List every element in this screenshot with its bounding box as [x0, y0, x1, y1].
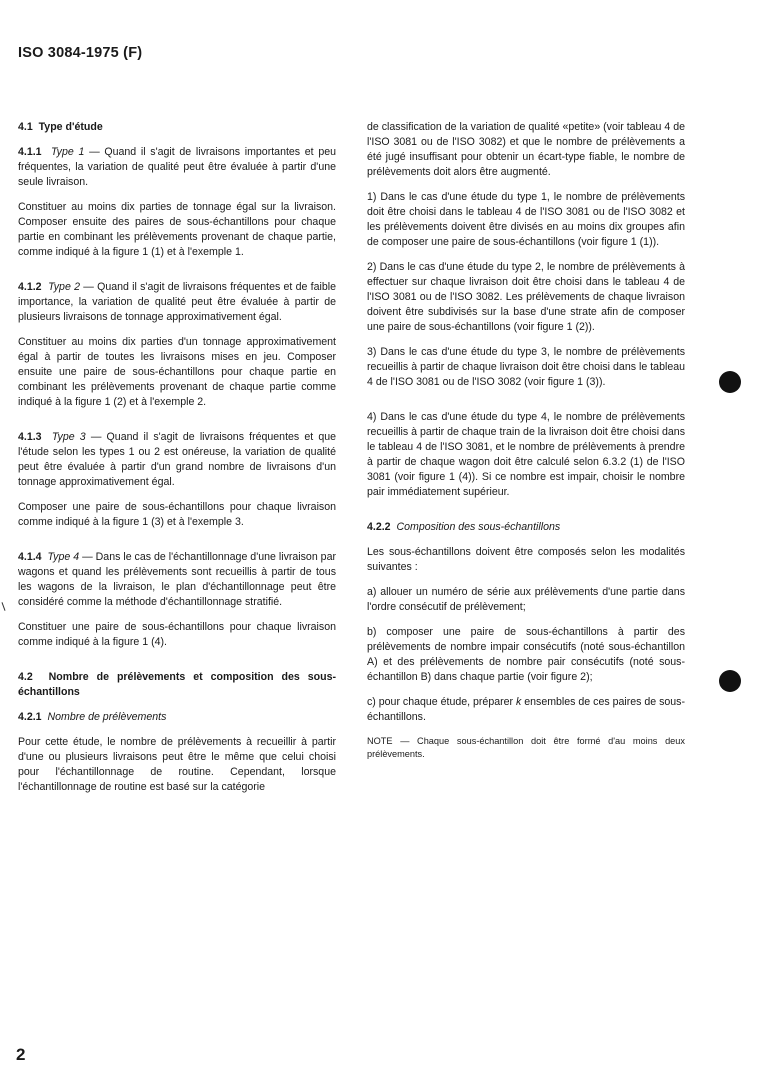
list-item-b: b) composer une paire de sous-échantillons à partir des prélèvements de nombre impair consécutifs (noté sous-échantillon A) et des prélèvements de nombre pair consécutifs (noté sous-échantillon B) dans chaque partie (voir figure 2); — [367, 626, 685, 683]
section-4-1-4: 4.1.4 Type 4 — Dans le cas de l'échantillonnage d'une livraison par wagons et quand les prélèvements sont recueillis à partir de tous les wagons de la livraison, le plan d'échantillonnage peut être considéré comme la méthode d'échantillonnage stratifié. — [18, 551, 336, 608]
list-item-3: 3) Dans le cas d'une étude du type 3, le nombre de prélèvements recueillis à partir de chaque livraison doit être choisi dans le tableau 4 de l'ISO 3081 ou de l'ISO 3082 (voir figure 1 (3)). — [367, 346, 685, 388]
section-4-1-1-paragraph: Constituer au moins dix parties de tonnage égal sur la livraison. Composer ensuite des paires de sous-échantillons pour chaque partie en combinant les prélèvements provenant de chaque partie, comme indiqué à la figure 1 (1) et à l'exemple 1. — [18, 201, 336, 258]
margin-bullet-mark — [719, 670, 741, 692]
section-4-2-1-heading: 4.2.1 Nombre de prélèvements — [18, 711, 167, 723]
scan-mark — [1, 602, 5, 611]
list-item-a: a) allouer un numéro de série aux prélèvements d'une partie dans l'ordre consécutif de prélèvement; — [367, 586, 685, 613]
section-4-2-2-heading: 4.2.2 Composition des sous-échantillons — [367, 521, 561, 533]
list-item-c: c) pour chaque étude, préparer k ensembles de ces paires de sous-échantillons. — [367, 696, 685, 723]
margin-bullet-mark — [719, 371, 741, 393]
list-item-4: 4) Dans le cas d'une étude du type 4, le nombre de prélèvements recueillis à partir de chaque train de la livraison doit être choisi dans le tableau 4 de l'ISO 3081, et le nombre de prélèvements à prendre à partir de chaque wagon doit être calculé selon 6.3.2 (1) de l'ISO 3081 (voir figure 1 (4)). Si ce nombre est impair, choisir le nombre pair immédiatement supérieur. — [367, 411, 685, 498]
left-column — [18, 120, 336, 805]
list-item-1: 1) Dans le cas d'une étude du type 1, le nombre de prélèvements doit être choisi dans le tableau 4 de l'ISO 3081 ou de l'ISO 3082 et les prélèvements doivent être divisés en au moins dix groupes afin de composer une paire de sous-échantillons (voir figure 1 (1)). — [367, 191, 685, 248]
list-item-2: 2) Dans le cas d'une étude du type 2, le nombre de prélèvements à effectuer sur chaque livraison doit être choisi dans le tableau 4 de l'ISO 3081 ou de l'ISO 3082. Les prélèvements de chaque livraison doivent être subdivisés sur la base d'une strate afin de composer une paire de sous-échantillons (voir figure 1 (2)). — [367, 261, 685, 333]
right-column — [367, 120, 685, 771]
section-4-1-3: 4.1.3 Type 3 — Quand il s'agit de livraisons fréquentes et que l'étude selon les types 1 ou 2 est onéreuse, la variation de qualité peut être évaluée à partir d'un grand nombre de livraisons d'un tonnage approximativement égal. — [18, 431, 336, 488]
section-4-2-2-intro: Les sous-échantillons doivent être composés selon les modalités suivantes : — [367, 546, 685, 573]
section-4-2-1-paragraph: Pour cette étude, le nombre de prélèvements à recueillir à partir d'une ou plusieurs livraisons peut être le même que celui choisi pour l'échantillonnage de routine. Cependant, lorsque l'échantillonnage de routine est basé sur la catégorie — [18, 736, 336, 793]
page-number: 2 — [16, 1045, 26, 1064]
section-4-1-1: 4.1.1 Type 1 — Quand il s'agit de livraisons importantes et peu fréquentes, la variation de qualité peut être évaluée à partir d'une seule livraison. — [18, 146, 337, 188]
section-4-2-1-continued: de classification de la variation de qualité «petite» (voir tableau 4 de l'ISO 3081 ou de l'ISO 3082) et que le nombre de prélèvements a été jugé insuffisant pour obtenir un écart-type fiable, le nombre de prélèvements doit alors être augmenté. — [367, 121, 686, 178]
section-4-1-4-paragraph: Constituer une paire de sous-échantillons pour chaque livraison comme indiqué à la figure 1 (4). — [18, 621, 336, 648]
section-4-2-heading: 4.2 Nombre de prélèvements et composition des sous-échantillons — [18, 671, 336, 698]
note: NOTE — Chaque sous-échantillon doit être formé d'au moins deux prélèvements. — [367, 736, 685, 759]
section-4-1-2: 4.1.2 Type 2 — Quand il s'agit de livraisons fréquentes et de faible importance, la variation de qualité peut être évaluée à partir de plusieurs livraisons de tonnage approximativement égal. — [18, 281, 336, 323]
document-header: ISO 3084-1975 (F) — [18, 45, 143, 61]
section-4-1-3-paragraph: Composer une paire de sous-échantillons pour chaque livraison comme indiqué à la figure 1 (3) et à l'exemple 3. — [18, 501, 336, 528]
section-4-1-heading: 4.1 Type d'étude — [18, 121, 103, 133]
section-4-1-2-paragraph: Constituer au moins dix parties d'un tonnage approximativement égal à partir de toutes les livraisons mises en jeu. Composer ensuite une paire de sous-échantillons pour chaque partie en combinant les prélèvements provenant de chaque partie comme indiqué à la figure 1 (2) et à l'exemple 2. — [18, 336, 336, 408]
